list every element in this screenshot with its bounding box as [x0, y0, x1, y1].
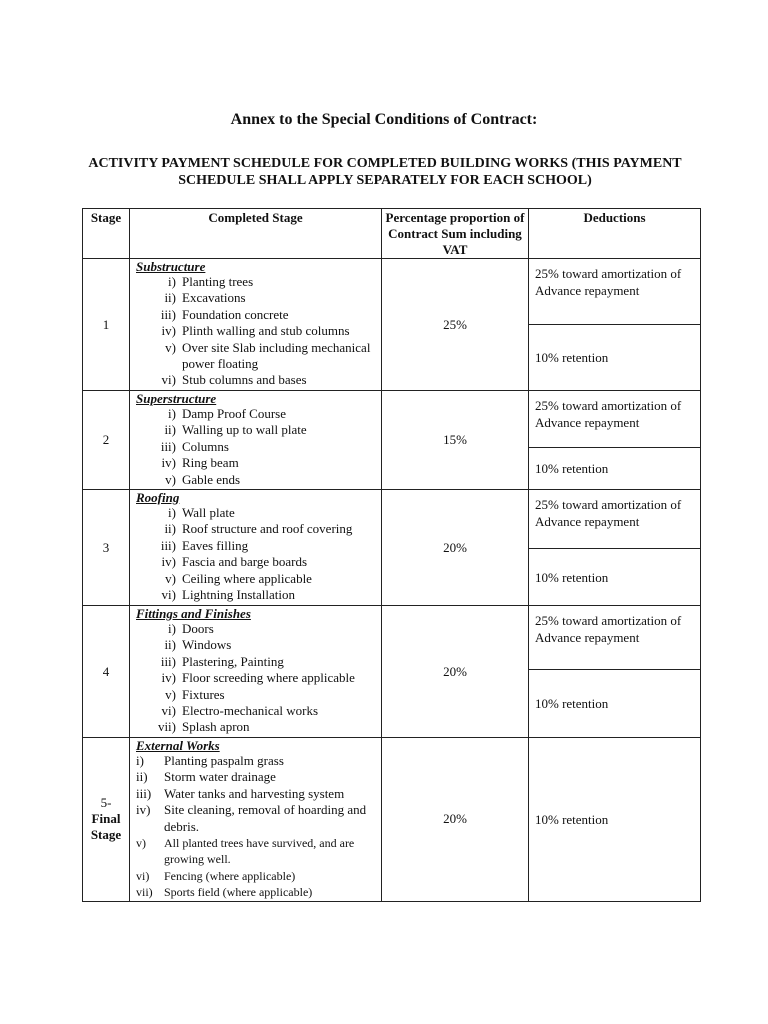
- deduction-retention-cell: 10% retention: [529, 448, 701, 490]
- stage-final-label: Final Stage: [90, 811, 122, 843]
- completed-stage-cell: [130, 606, 382, 738]
- deduction-retention-cell: 10% retention: [529, 325, 701, 391]
- header-deductions: Deductions: [529, 209, 701, 259]
- stage-cell: 2: [83, 391, 130, 490]
- percentage-cell: 20%: [382, 738, 529, 902]
- list-item: ii) Storm water drainage: [136, 769, 276, 785]
- schedule-subtitle: ACTIVITY PAYMENT SCHEDULE FOR COMPLETED BUILDING WORKS (THIS PAYMENT SCHEDULE SHALL APPLY SEPARATELY FOR EACH SCHOOL): [88, 156, 682, 188]
- stage-cell: [83, 738, 130, 902]
- stage-number: 5-: [100, 795, 112, 811]
- table-row: [83, 391, 701, 448]
- list-item: iii) Foundation concrete: [160, 306, 289, 322]
- list-item: v) Ceiling where applicable: [165, 570, 312, 586]
- section-heading: Substructure: [136, 259, 206, 274]
- deduction-amortization-cell: 25% toward amortization of Advance repayment: [529, 490, 701, 549]
- list-item: iii) Eaves filling: [160, 537, 249, 553]
- section-heading: Superstructure: [136, 391, 217, 406]
- table-row: [83, 490, 701, 549]
- percentage-cell: 15%: [382, 391, 529, 490]
- list-item: i) Doors: [168, 621, 214, 636]
- list-item: iv) Ring beam: [161, 455, 239, 471]
- list-item: v) Fixtures: [165, 686, 225, 702]
- list-item: i) Wall plate: [168, 505, 235, 520]
- payment-schedule-table: [82, 208, 701, 902]
- list-item: ii) Windows: [164, 637, 232, 653]
- work-items-list: [136, 753, 377, 901]
- list-item: vi) Stub columns and bases: [161, 372, 307, 388]
- list-item: i) Planting trees: [168, 274, 254, 289]
- list-item: vii) Sports field (where applicable): [136, 885, 313, 900]
- deduction-retention-cell: 10% retention: [529, 738, 701, 902]
- list-item: iii) Plastering, Painting: [160, 653, 284, 669]
- list-item: i) Planting paspalm grass: [136, 753, 284, 768]
- list-item: vi) Fencing (where applicable): [136, 868, 296, 883]
- list-item: iv) Floor screeding where applicable: [161, 670, 355, 686]
- list-item: iii) Water tanks and harvesting system: [136, 785, 345, 801]
- list-item: iii) Columns: [160, 438, 229, 454]
- header-percentage: Percentage proportion of Contract Sum including VAT: [382, 209, 529, 259]
- list-item: v) Gable ends: [165, 471, 241, 487]
- percentage-cell: 20%: [382, 490, 529, 606]
- completed-stage-cell: [130, 738, 382, 902]
- deduction-amortization-cell: 25% toward amortization of Advance repayment: [529, 259, 701, 325]
- table-row: [83, 606, 701, 670]
- completed-stage-cell: [130, 490, 382, 606]
- list-item: i) Damp Proof Course: [168, 406, 286, 421]
- header-stage: Stage: [83, 209, 130, 259]
- section-heading: Fittings and Finishes: [136, 606, 251, 621]
- stage-cell: 4: [83, 606, 130, 738]
- list-item: v) All planted trees have survived, and are growing well.: [136, 836, 355, 867]
- list-item: iv) Site cleaning, removal of hoarding and debris.: [136, 802, 367, 834]
- table-header-row: [83, 209, 701, 259]
- deduction-amortization-cell: 25% toward amortization of Advance repayment: [529, 606, 701, 670]
- percentage-cell: 25%: [382, 259, 529, 391]
- list-item: ii) Excavations: [164, 290, 246, 306]
- completed-stage-cell: [130, 391, 382, 490]
- deduction-retention-cell: 10% retention: [529, 549, 701, 606]
- work-items-list: [136, 621, 377, 736]
- stage-cell: 3: [83, 490, 130, 606]
- work-items-list: [136, 274, 377, 389]
- list-item: ii) Roof structure and roof covering: [164, 521, 353, 537]
- section-heading: Roofing: [136, 490, 180, 505]
- work-items-list: [136, 406, 377, 488]
- annex-title: Annex to the Special Conditions of Contract:: [230, 111, 538, 128]
- deduction-amortization-cell: 25% toward amortization of Advance repayment: [529, 391, 701, 448]
- work-items-list: [136, 505, 377, 603]
- list-item: iv) Fascia and barge boards: [161, 554, 308, 570]
- completed-stage-cell: [130, 259, 382, 391]
- stage-cell: 1: [83, 259, 130, 391]
- list-item: ii) Walling up to wall plate: [164, 422, 307, 438]
- list-item: v) Over site Slab including mechanical power floating: [165, 339, 371, 372]
- list-item: vi) Electro-mechanical works: [161, 703, 319, 719]
- list-item: iv) Plinth walling and stub columns: [161, 323, 350, 339]
- list-item: vi) Lightning Installation: [161, 587, 296, 603]
- section-heading: External Works: [136, 738, 220, 753]
- list-item: vii) Splash apron: [157, 719, 250, 735]
- percentage-cell: 20%: [382, 606, 529, 738]
- deduction-retention-cell: 10% retention: [529, 670, 701, 738]
- table-row: [83, 259, 701, 325]
- table-row: [83, 738, 701, 902]
- header-completed-stage: Completed Stage: [130, 209, 382, 259]
